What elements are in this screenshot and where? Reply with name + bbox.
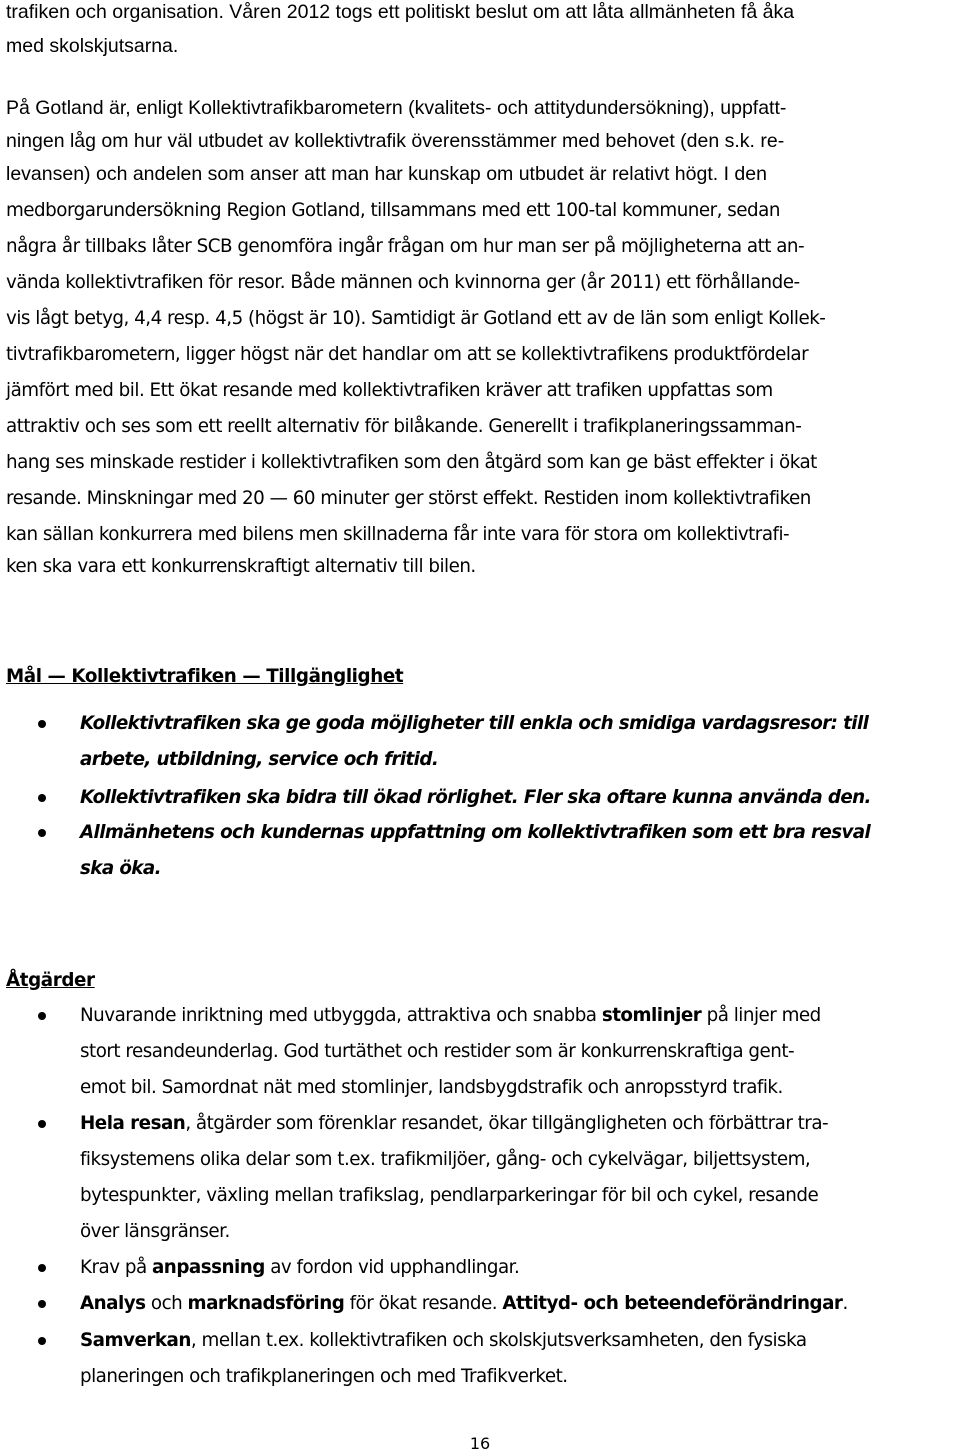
measure-item-5-line-1: Samverkan, mellan t.ex. kollektivtrafiken och skolskjutsverksamheten, den fysiska [80, 1330, 807, 1351]
goal-item-3-line-1: Allmänhetens och kundernas uppfattning om kollektivtrafiken som ett bra resval [80, 822, 871, 843]
bullet-icon [38, 1264, 46, 1272]
measure-item-4: Analys och marknadsföring för ökat resande. Attityd- och beteendeförändringar. [80, 1293, 848, 1314]
paragraph-line-4: medborgarundersökning Region Gotland, tillsammans med ett 100-tal kommuner, sedan [6, 200, 780, 221]
goal-item-2: Kollektivtrafiken ska bidra till ökad rörlighet. Fler ska oftare kunna använda den. [80, 787, 871, 808]
intro-line-2: med skolskjutsarna. [6, 35, 179, 57]
measure-item-1-line-3: emot bil. Samordnat nät med stomlinjer, landsbygdstrafik och anropsstyrd trafik. [80, 1077, 783, 1098]
paragraph-line-8: tivtrafikbarometern, ligger högst när det handlar om att se kollektivtrafikens produktfördelar [6, 344, 809, 365]
paragraph-line-11: hang ses minskade restider i kollektivtrafiken som den åtgärd som kan ge bäst effekter i ökat [6, 452, 817, 473]
goal-item-1-line-1: Kollektivtrafiken ska ge goda möjligheter till enkla och smidiga vardagsresor: till [80, 713, 869, 734]
goal-item-3-line-2: ska öka. [80, 858, 161, 879]
measure-item-1-line-1: Nuvarande inriktning med utbyggda, attraktiva och snabba stomlinjer på linjer med [80, 1005, 821, 1026]
measure-item-3: Krav på anpassning av fordon vid upphandlingar. [80, 1257, 520, 1278]
page-number: 16 [469, 1434, 491, 1453]
paragraph-line-1: På Gotland är, enligt Kollektivtrafikbarometern (kvalitets- och attitydundersökning), uppfatt- [6, 97, 787, 119]
bullet-icon [38, 794, 46, 802]
paragraph-line-3: levansen) och andelen som anser att man har kunskap om utbudet är relativt högt. I den [6, 163, 767, 185]
measure-item-5-line-2: planeringen och trafikplaneringen och med Trafikverket. [80, 1366, 568, 1387]
bullet-icon [38, 1300, 46, 1308]
bullet-icon [38, 1120, 46, 1128]
intro-line-1: trafiken och organisation. Våren 2012 togs ett politiskt beslut om att låta allmänheten få åka [6, 1, 795, 23]
goals-heading: Mål — Kollektivtrafiken — Tillgänglighet [6, 666, 404, 687]
measures-heading: Åtgärder [6, 970, 95, 991]
paragraph-line-2: ningen låg om hur väl utbudet av kollektivtrafik överensstämmer med behovet (den s.k. re- [6, 130, 785, 152]
measure-item-2-line-2: fiksystemens olika delar som t.ex. trafikmiljöer, gång- och cykelvägar, biljettsystem, [80, 1149, 811, 1170]
paragraph-line-5: några år tillbaks låter SCB genomföra ingår frågan om hur man ser på möjligheterna att an- [6, 236, 805, 257]
paragraph-line-7: vis lågt betyg, 4,4 resp. 4,5 (högst är 10). Samtidigt är Gotland ett av de län som enligt Kollek- [6, 308, 826, 329]
measure-item-1-line-2: stort resandeunderlag. God turtäthet och restider som är konkurrenskraftiga gent- [80, 1041, 795, 1062]
paragraph-line-6: vända kollektivtrafiken för resor. Både männen och kvinnorna ger (år 2011) ett förhållande- [6, 272, 800, 293]
measure-item-2-line-1: Hela resan, åtgärder som förenklar resandet, ökar tillgängligheten och förbättrar tra- [80, 1113, 829, 1134]
paragraph-line-12: resande. Minskningar med 20 — 60 minuter ger störst effekt. Restiden inom kollektivtrafiken [6, 488, 811, 509]
measure-item-2-line-3: bytespunkter, växling mellan trafikslag, pendlarparkeringar för bil och cykel, resande [80, 1185, 819, 1206]
bullet-icon [38, 829, 46, 837]
goal-item-1-line-2: arbete, utbildning, service och fritid. [80, 749, 439, 770]
paragraph-line-10: attraktiv och ses som ett reellt alternativ för bilåkande. Generellt i trafikplaneringssamman- [6, 416, 802, 437]
paragraph-line-13: kan sällan konkurrera med bilens men skillnaderna får inte vara för stora om kollektivtrafi- [6, 524, 790, 545]
measure-item-2-line-4: över länsgränser. [80, 1221, 230, 1242]
paragraph-line-14: ken ska vara ett konkurrenskraftigt alternativ till bilen. [6, 556, 476, 577]
bullet-icon [38, 1337, 46, 1345]
bullet-icon [38, 1012, 46, 1020]
bullet-icon [38, 720, 46, 728]
paragraph-line-9: jämfört med bil. Ett ökat resande med kollektivtrafiken kräver att trafiken uppfattas som [6, 380, 773, 401]
